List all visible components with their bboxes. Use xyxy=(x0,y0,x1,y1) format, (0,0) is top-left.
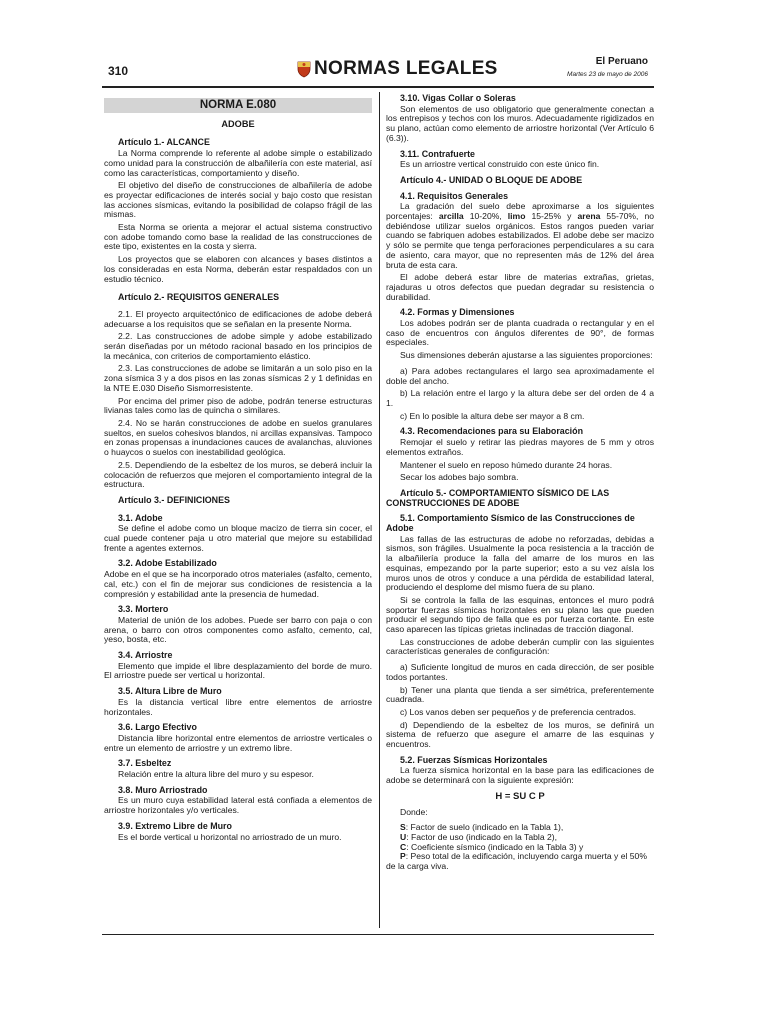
list-item: c) En lo posible la altura debe ser mayor a 8 cm. xyxy=(400,410,585,421)
definition-heading: 3.1. Adobe xyxy=(118,512,163,523)
section-heading: 5.1. Comportamiento Sísmico de las Construcciones de Adobe xyxy=(386,513,635,534)
definition-text: Distancia libre horizontal entre elementos de arriostre verticales o entre un elemento de arriostre y un extremo libre. xyxy=(104,732,372,753)
where-label: Donde: xyxy=(400,806,428,817)
list-item: a) Para adobes rectangulares el largo sea aproximadamente el doble del ancho. xyxy=(386,365,654,386)
definition-text: Es un arriostre vertical construido con este único fin. xyxy=(400,159,600,170)
article-2-paragraph: 2.5. Dependiendo de la esbeltez de los muros, se deberá incluir la colocación de refuerzos que mejoren el comportamiento integral de la estructura. xyxy=(104,459,372,490)
article-1-paragraph: Esta Norma se orienta a mejorar el actual sistema constructivo con adobe tomando como base la realidad de las construcciones de este tipo, existentes en la costa y sierra. xyxy=(104,222,372,252)
section-heading: 4.3. Recomendaciones para su Elaboración xyxy=(400,426,583,437)
definition-text: Son elementos de uso obligatorio que generalmente conectan a los entrepisos y techos con los muros. Adecuadamente rigidizados en su plano, actúan como elemento de arriostre horizontal (Ver Artículo 6 (6.3)). xyxy=(386,103,654,143)
left-column xyxy=(104,94,372,924)
soil-term-limo: limo xyxy=(507,211,526,222)
article-1-paragraph: Los proyectos que se elaboren con alcances y bases distintos a los consideradas en esta Norma, deberán estar respaldados con un estudio técnico. xyxy=(104,254,372,284)
variable-symbol: S xyxy=(400,822,406,833)
header-rule xyxy=(102,86,654,88)
variable-symbol: P xyxy=(400,851,406,862)
section-41-paragraph: El adobe deberá estar libre de materias extrañas, grietas, rajaduras u otros defectos que puedan degradar su resistencia o durabilidad. xyxy=(386,272,654,302)
definition-text: Se define el adobe como un bloque macizo de tierra sin cocer, el cual puede contener paja u otro material que mejore su estabilidad frente a agentes externos. xyxy=(104,523,372,553)
list-item: b) La relación entre el largo y la altura debe ser del orden de 4 a 1. xyxy=(386,388,654,408)
section-42-paragraph: Los adobes podrán ser de planta cuadrada o rectangular y en el caso de encuentros con ángulos diferentes de 90°, de formas especiales. xyxy=(386,318,654,348)
article-2-paragraph: Por encima del primer piso de adobe, podrán tenerse estructuras livianas tales como las de quincha o similares. xyxy=(104,395,372,416)
brand-name: El Peruano xyxy=(595,56,648,67)
section-43-paragraph: Mantener el suelo en reposo húmedo durante 24 horas. xyxy=(400,459,613,470)
definition-heading: 3.2. Adobe Estabilizado xyxy=(118,558,217,569)
section-heading: 5.2. Fuerzas Sísmicas Horizontales xyxy=(400,754,548,765)
footer-rule xyxy=(102,934,654,935)
article-5-heading: Artículo 5.- COMPORTAMIENTO SÍSMICO DE LAS CONSTRUCCIONES DE ADOBE xyxy=(386,487,610,508)
soil-term-arcilla: arcilla xyxy=(438,211,464,222)
definition-heading: 3.10. Vigas Collar o Soleras xyxy=(400,94,516,103)
definition-text: Elemento que impide el libre desplazamiento del borde de muro. El arriostre puede ser vertical u horizontal. xyxy=(104,660,372,681)
article-2-paragraph: 2.4. No se harán construcciones de adobe en suelos granulares sueltos, en suelos cohesivos blandos, ni arcillas expansivas. Tampoco en zonas propensas a inundaciones cauces de avalanchas, aluviones o huaycos o suelos con inestabilidad geológica. xyxy=(104,417,372,458)
section-52-paragraph: La fuerza sísmica horizontal en la base para las edificaciones de adobe se determinará con la siguiente expresión: xyxy=(386,765,654,786)
variable-definition xyxy=(386,852,654,871)
text-run: La gradación del suelo debe aproximarse a los siguientes porcentajes: xyxy=(386,201,654,222)
right-column xyxy=(386,94,654,924)
variable-text: : Peso total de la edificación, incluyendo carga muerta y el 50% de la carga viva. xyxy=(386,851,647,872)
section-heading: 4.2. Formas y Dimensiones xyxy=(400,307,515,318)
section-51-paragraph: Las fallas de las estructuras de adobe no reforzadas, debidas a sismos, son frágiles. Usualmente la poca resistencia a la tracción de la albañilería produce la falla del amarre de los muros en las esquinas, empezando por la parte superior; esto a su vez aísla los muros unos de otros y conduce a una pérdida de estabilidad lateral, produciendo el desplome del mismo fuera de su plano. xyxy=(386,533,654,593)
text-run: 10-20%, xyxy=(463,211,508,222)
coat-of-arms-icon xyxy=(296,60,312,78)
formula: H = SU C P xyxy=(495,790,545,802)
definition-heading: 3.11. Contrafuerte xyxy=(400,148,475,159)
section-51-paragraph: Las construcciones de adobe deberán cumplir con las siguientes características generales de configuración: xyxy=(386,636,654,657)
definition-text: Material de unión de los adobes. Puede ser barro con paja o con arena, o barro con otros componentes como asfalto, cemento, cal, yeso, bosta, etc. xyxy=(104,614,372,645)
list-item: b) Tener una planta que tienda a ser simétrica, preferentemente cuadrada. xyxy=(386,684,654,705)
variable-text: : Factor de uso (indicado en la Tabla 2), xyxy=(406,832,558,842)
article-1-paragraph: La Norma comprende lo referente al adobe simple o estabilizado como unidad para la construcción de albañilería con este material, así como las características, comportamiento y diseño. xyxy=(104,148,372,178)
article-3-heading: Artículo 3.- DEFINICIONES xyxy=(118,494,230,505)
norm-subject: ADOBE xyxy=(221,118,255,129)
variable-text: : Factor de suelo (indicado en la Tabla 1), xyxy=(405,822,564,833)
definition-heading: 3.5. Altura Libre de Muro xyxy=(118,686,222,697)
list-item: c) Los vanos deben ser pequeños y de preferencia centrados. xyxy=(400,706,637,717)
section-51-paragraph: Si se controla la falla de las esquinas, entonces el muro podrá soportar fuerzas sísmicas horizontales en su plano las que pueden producir el segundo tipo de falla que es por fuerza cortante. En este caso aparecen las típicas grietas inclinadas de tracción diagonal. xyxy=(386,594,654,635)
article-2-paragraph: 2.2. Las construcciones de adobe simple y adobe estabilizado serán diseñadas por un método racional basado en los principios de la mecánica, con criterios de comportamiento elástico. xyxy=(104,331,372,361)
publication-name: NORMAS LEGALES xyxy=(314,58,498,79)
definition-text: Adobe en el que se ha incorporado otros materiales (asfalto, cemento, cal, etc.) con el fin de mejorar sus condiciones de resistencia a la compresión y estabilidad ante la presencia de humedad. xyxy=(104,569,372,599)
column-divider xyxy=(379,92,380,928)
variable-symbol: U xyxy=(400,832,407,842)
page-header xyxy=(0,0,768,90)
section-43-paragraph: Secar los adobes bajo sombra. xyxy=(400,472,519,483)
article-2-paragraph: 2.1. El proyecto arquitectónico de edificaciones de adobe deberá adecuarse a los requisitos que se señalan en la presente Norma. xyxy=(104,308,372,329)
section-43-paragraph: Remojar el suelo y retirar las piedras mayores de 5 mm y otros elementos extraños. xyxy=(386,437,654,457)
text-run: 55-70%, no debiéndose utilizar suelos orgánicos. Estos rangos pueden variar cuando se fabriquen adobes estabilizados. El adobe debe ser macizo y sólo se permite que tenga perforaciones perpendiculares a su cara de asiento, cara mayor, que no representen más de 12% del área bruta de esta cara. xyxy=(386,211,654,270)
article-1-heading: Artículo 1.- ALCANCE xyxy=(118,137,210,148)
article-1-paragraph: El objetivo del diseño de construcciones de albañilería de adobe es proyectar edificaciones de interés social y bajo costo que resistan las acciones sísmicas, evitando la posibilidad de colapso frágil de las mismas. xyxy=(104,180,372,220)
definition-text: Es el borde vertical u horizontal no arriostrado de un muro. xyxy=(118,831,342,842)
norm-title-box: NORMA E.080 xyxy=(104,98,372,113)
section-42-paragraph: Sus dimensiones deberán ajustarse a las siguientes proporciones: xyxy=(400,350,653,361)
section-41-paragraph xyxy=(386,202,654,270)
list-item: a) Suficiente longitud de muros en cada dirección, de ser posible todos portantes. xyxy=(386,662,654,682)
article-4-heading: Artículo 4.- UNIDAD O BLOQUE DE ADOBE xyxy=(400,174,583,185)
definition-text: Es la distancia vertical libre entre elementos de arriostre horizontales. xyxy=(104,696,372,717)
brand-block xyxy=(567,56,648,78)
definition-text: Relación entre la altura libre del muro y su espesor. xyxy=(118,769,314,780)
definition-text: Es un muro cuya estabilidad lateral está confiada a elementos de arriostre horizontales y/o verticales. xyxy=(104,795,372,816)
variable-text: : Coeficiente sísmico (indicado en la Tabla 3) y xyxy=(406,841,584,852)
text-run: 15-25% y xyxy=(525,211,578,222)
definition-heading: 3.7. Esbeltez xyxy=(118,758,172,769)
definition-heading: 3.3. Mortero xyxy=(118,604,169,615)
publication-title xyxy=(296,58,498,80)
definition-heading: 3.9. Extremo Libre de Muro xyxy=(118,820,232,831)
variable-symbol: C xyxy=(400,841,407,852)
section-heading: 4.1. Requisitos Generales xyxy=(400,190,509,201)
issue-date: Martes 23 de mayo de 2006 xyxy=(567,71,648,78)
definition-heading: 3.4. Arriostre xyxy=(118,650,173,661)
soil-term-arena: arena xyxy=(577,211,601,222)
article-2-paragraph: 2.3. Las construcciones de adobe se limitarán a un solo piso en la zona sísmica 3 y a dos pisos en las zonas sísmicas 2 y 1 definidas en la NTE E.030 Diseño Sismorresistente. xyxy=(104,363,372,393)
page-number: 310 xyxy=(108,64,129,78)
list-item: d) Dependiendo de la esbeltez de los muros, se definirá un sistema de refuerzo que asegure el amarre de las esquinas y encuentros. xyxy=(386,719,654,750)
definition-heading: 3.6. Largo Efectivo xyxy=(118,722,197,733)
definition-heading: 3.8. Muro Arriostrado xyxy=(118,784,208,795)
article-2-heading: Artículo 2.- REQUISITOS GENERALES xyxy=(118,292,280,303)
